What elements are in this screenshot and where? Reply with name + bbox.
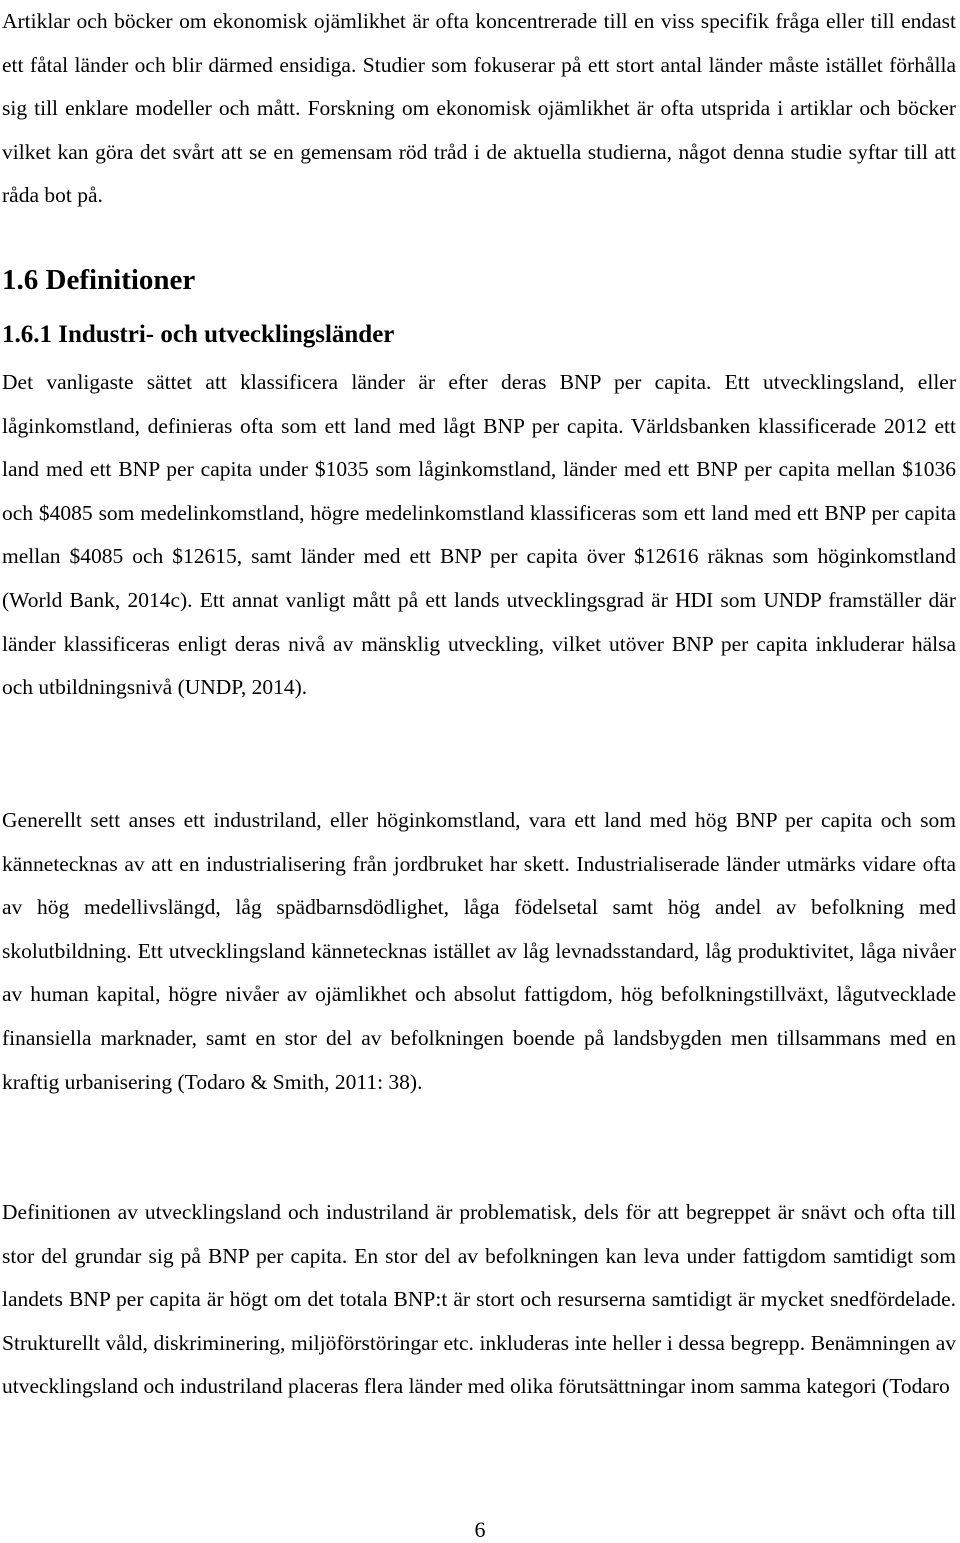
body-paragraph-definition-problems: Definitionen av utvecklingsland och industriland är problematisk, dels för att begreppet är snävt och ofta till stor del grundar sig på BNP per capita. En stor del av befolkningen kan leva under fattigdom samtidigt som landets BNP per capita är högt om det totala BNP:t är stort och resurserna samtidigt är mycket snedfördelade. Strukturellt våld, diskriminering, miljöförstöringar etc. inkluderas inte heller i dessa begrepp. Benämningen av utvecklingsland och industriland placeras flera länder med olika förutsättningar inom samma kategori (Todaro xyxy=(2,1200,956,1399)
section-heading: 1.6 Definitioner xyxy=(2,264,196,296)
subsection-heading: 1.6.1 Industri- och utvecklingsländer xyxy=(2,321,395,348)
page-number: 6 xyxy=(474,1517,486,1542)
intro-paragraph: Artiklar och böcker om ekonomisk ojämlikhet är ofta koncentrerade till en viss specifik fråga eller till endast ett fåtal länder och blir därmed ensidiga. Studier som fokuserar på ett stort antal länder måste istället förhålla sig till enklare modeller och mått. Forskning om ekonomisk ojämlikhet är ofta utsprida i artiklar och böcker vilket kan göra det svårt att se en gemensam röd tråd i de aktuella studierna, något denna studie syftar till att råda bot på. xyxy=(2,9,956,208)
body-paragraph-classification: Det vanligaste sättet att klassificera länder är efter deras BNP per capita. Ett utvecklingsland, eller låginkomstland, definieras ofta som ett land med lågt BNP per capita. Världsbanken klassificerade 2012 ett land med ett BNP per capita under $1035 som låginkomstland, länder med ett BNP per capita mellan $1036 och $4085 som medelinkomstland, högre medelinkomstland klassificeras som ett land med ett BNP per capita mellan $4085 och $12615, samt länder med ett BNP per capita över $12616 räknas som höginkomstland (World Bank, 2014c). Ett annat vanligt mått på ett lands utvecklingsgrad är HDI som UNDP framställer där länder klassificeras enligt deras nivå av mänsklig utveckling, vilket utöver BNP per capita inkluderar hälsa och utbildningsnivå (UNDP, 2014). xyxy=(2,370,956,700)
body-paragraph-industrial-countries: Generellt sett anses ett industriland, eller höginkomstland, vara ett land med hög BNP per capita och som kännetecknas av att en industrialisering från jordbruket har skett. Industrialiserade länder utmärks vidare ofta av hög medellivslängd, låg spädbarnsdödlighet, låga födelsetal samt hög andel av befolkning med skolutbildning. Ett utvecklingsland kännetecknas istället av låg levnadsstandard, låg produktivitet, låga nivåer av human kapital, högre nivåer av ojämlikhet och absolut fattigdom, hög befolkningstillväxt, lågutvecklade finansiella marknader, samt en stor del av befolkningen boende på landsbygden men tillsammans med en kraftig urbanisering (Todaro & Smith, 2011: 38). xyxy=(2,808,956,1094)
